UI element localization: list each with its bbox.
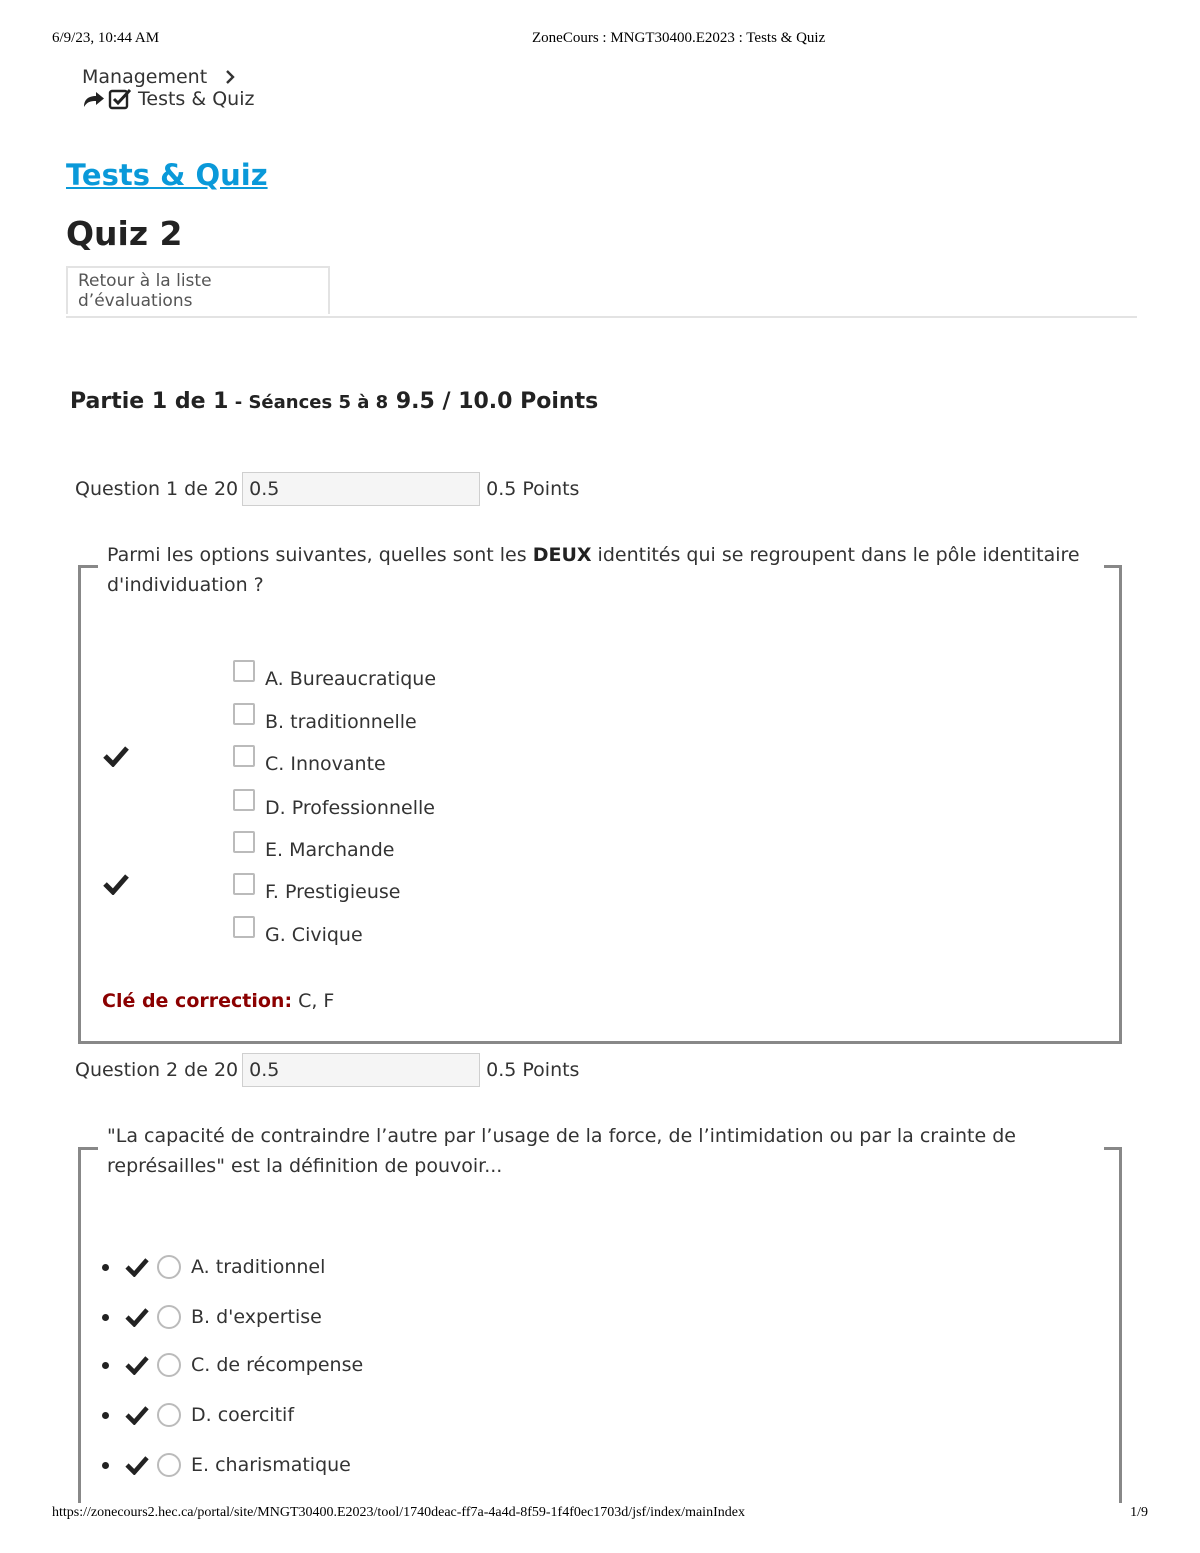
box-corner [78,1147,98,1150]
answer-key [102,990,334,1012]
breadcrumb-site[interactable] [82,66,254,88]
list-bullet [102,1412,109,1419]
question-points: 0.5 Points [486,478,580,500]
option-label: C. de récompense [191,1354,364,1376]
part-title [70,389,598,414]
list-bullet [102,1462,109,1469]
check-icon [125,1355,149,1375]
question-header [75,471,579,507]
option-radio[interactable] [157,1255,181,1279]
option-item[interactable] [233,742,386,775]
option-radio[interactable] [157,1353,181,1377]
nav-bar [66,266,1137,318]
breadcrumb-site-label[interactable]: Management [82,66,208,88]
tests-quiz-link[interactable]: Tests & Quiz [66,158,268,192]
correct-check-icon [103,873,129,895]
option-label: A. Bureaucratique [265,668,437,690]
option-label: B. traditionnelle [265,711,417,733]
list-bullet [102,1264,109,1271]
option-item[interactable] [102,1351,363,1379]
print-footer [52,1505,1148,1525]
list-bullet [102,1362,109,1369]
option-label: C. Innovante [265,753,386,775]
question-text: Parmi les options suivantes, quelles sont les DEUX identités qui se regroupent dans le pôle identitaire d'individuation ? [107,540,1097,600]
option-checkbox[interactable] [233,745,255,767]
print-date: 6/9/23, 10:44 AM [52,30,160,46]
option-item[interactable] [102,1401,294,1429]
option-label: D. Professionnelle [265,797,435,819]
option-radio[interactable] [157,1305,181,1329]
option-label: E. charismatique [191,1454,351,1476]
part-points: 9.5 / 10.0 Points [388,389,599,414]
option-item[interactable] [233,828,395,861]
answer-key-value: C, F [292,990,335,1012]
print-page-title: ZoneCours : MNGT30400.E2023 : Tests & Quiz [532,30,826,46]
chevron-right-icon [223,66,237,88]
breadcrumb [82,66,254,110]
option-checkbox[interactable] [233,660,255,682]
box-corner [78,565,98,568]
list-bullet [102,1314,109,1321]
back-to-list-button[interactable]: Retour à la liste d’évaluations [66,266,330,314]
option-checkbox[interactable] [233,916,255,938]
option-label: F. Prestigieuse [265,881,401,903]
option-item[interactable] [233,870,401,903]
option-item[interactable] [233,913,363,946]
option-item[interactable] [102,1303,322,1331]
score-input[interactable] [242,1053,480,1087]
option-radio[interactable] [157,1403,181,1427]
print-url: https://zonecours2.hec.ca/portal/site/MNGT30400.E2023/tool/1740deac-ff7a-4a4d-8f59-1f4f0ec1703d/jsf/index/mainIndex [52,1505,745,1520]
option-checkbox[interactable] [233,703,255,725]
check-icon [125,1455,149,1475]
option-label: E. Marchande [265,839,395,861]
option-item[interactable] [102,1451,351,1479]
print-header [52,30,1148,50]
part-subtitle: - Séances 5 à 8 [228,392,389,413]
option-label: A. traditionnel [191,1256,326,1278]
answer-key-label: Clé de correction: [102,990,293,1012]
option-item[interactable] [233,786,435,819]
option-item[interactable] [233,700,417,733]
question-header [75,1052,579,1088]
question-label: Question 1 de 20 [75,478,239,500]
box-corner [1104,565,1122,568]
option-item[interactable] [233,657,437,690]
option-radio[interactable] [157,1453,181,1477]
part-number: Partie 1 de 1 [70,389,229,414]
option-label: G. Civique [265,924,363,946]
question-points: 0.5 Points [486,1059,580,1081]
correct-check-icon [103,745,129,767]
checked-box-icon [108,88,132,110]
share-arrow-icon [82,89,106,109]
check-icon [125,1307,149,1327]
option-label: B. d'expertise [191,1306,322,1328]
option-label: D. coercitif [191,1404,295,1426]
check-icon [125,1257,149,1277]
score-input[interactable] [242,472,480,506]
breadcrumb-tool[interactable] [82,88,254,110]
question-label: Question 2 de 20 [75,1059,239,1081]
option-checkbox[interactable] [233,873,255,895]
option-checkbox[interactable] [233,789,255,811]
question-text: "La capacité de contraindre l’autre par l’usage de la force, de l’intimidation ou par la crainte de représailles" est la définition de pouvoir... [107,1121,1037,1181]
breadcrumb-tool-label[interactable]: Tests & Quiz [138,88,255,110]
page-number: 1/9 [1130,1505,1148,1520]
page-title: Quiz 2 [66,214,183,253]
option-item[interactable] [102,1253,325,1281]
box-corner [1104,1147,1122,1150]
option-checkbox[interactable] [233,831,255,853]
check-icon [125,1405,149,1425]
emphasis-text: DEUX [532,544,592,566]
